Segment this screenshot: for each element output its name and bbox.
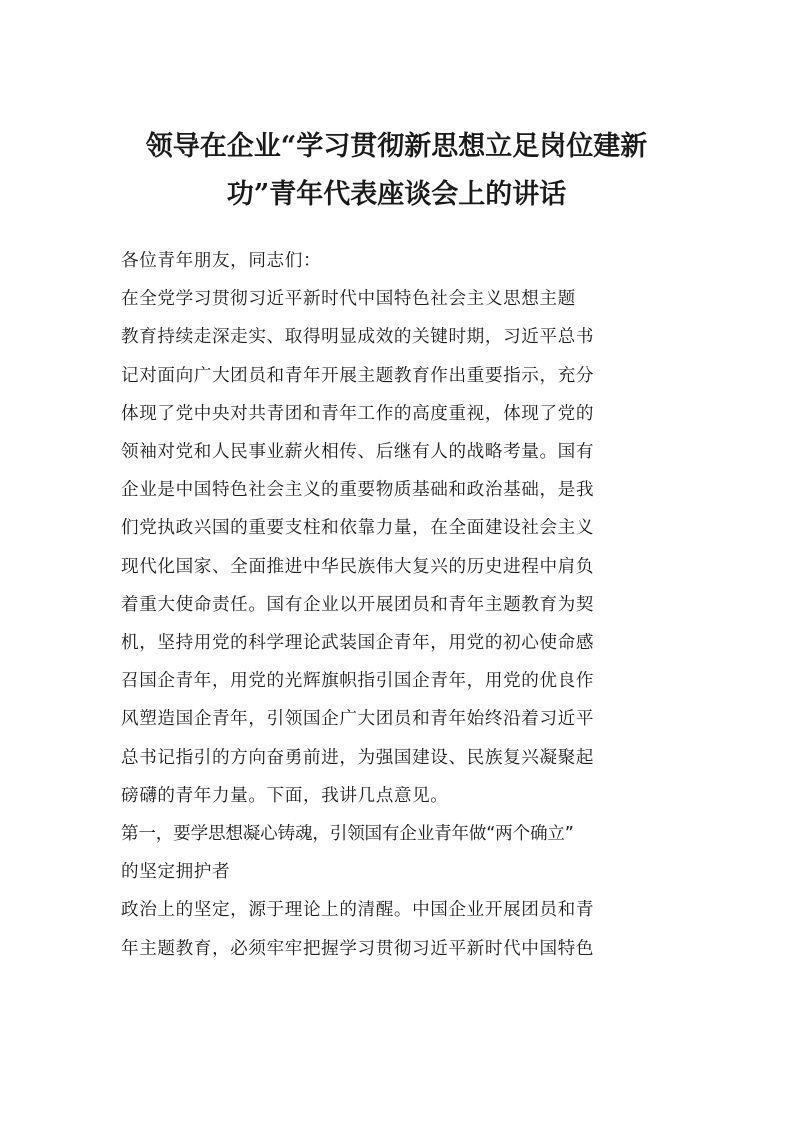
body-line: 现代化国家、全面推进中华民族伟大复兴的历史进程中肩负	[121, 556, 595, 577]
salutation-line: 各位青年朋友，同志们：	[121, 251, 322, 271]
document-body	[121, 242, 681, 968]
body-line: 召国企青年，用党的光辉旗帜指引国企青年，用党的优良作	[121, 671, 595, 692]
body-line: 们党执政兴国的重要支柱和依靠力量，在全面建设社会主义	[121, 518, 595, 539]
document-title-line-1: 领导在企业“学习贯彻新思想立足岗位建新	[145, 131, 648, 162]
document-title-line-2: 功”青年代表座谈会上的讲话	[226, 179, 567, 210]
body-line: 风塑造国企青年，引领国企广大团员和青年始终沿着习近平	[121, 709, 595, 730]
body-line: 教育持续走深走实、取得明显成效的关键时期，习近平总书	[121, 327, 595, 348]
section-heading-line: 的坚定拥护者	[121, 862, 231, 883]
body-line: 体现了党中央对共青团和青年工作的高度重视，体现了党的	[121, 403, 595, 424]
body-line: 年主题教育，必须牢牢把握学习贯彻习近平新时代中国特色	[121, 938, 595, 959]
body-line: 总书记指引的方向奋勇前进，为强国建设、民族复兴凝聚起	[121, 747, 595, 768]
body-line: 记对面向广大团员和青年开展主题教育作出重要指示，充分	[121, 365, 595, 386]
body-line: 企业是中国特色社会主义的重要物质基础和政治基础，是我	[121, 480, 595, 501]
body-line: 着重大使命责任。国有企业以开展团员和青年主题教育为契	[121, 594, 595, 615]
body-line: 政治上的坚定，源于理论上的清醒。中国企业开展团员和青	[121, 900, 595, 921]
section-heading-line: 第一，要学思想凝心铸魂，引领国有企业青年做“两个确立”	[121, 824, 574, 845]
body-line: 领袖对党和人民事业薪火相传、后继有人的战略考量。国有	[121, 442, 595, 463]
body-line: 磅礴的青年力量。下面，我讲几点意见。	[121, 785, 449, 806]
body-line: 机，坚持用党的科学理论武装国企青年，用党的初心使命感	[121, 633, 595, 654]
body-line: 在全党学习贯彻习近平新时代中国特色社会主义思想主题	[121, 289, 576, 310]
